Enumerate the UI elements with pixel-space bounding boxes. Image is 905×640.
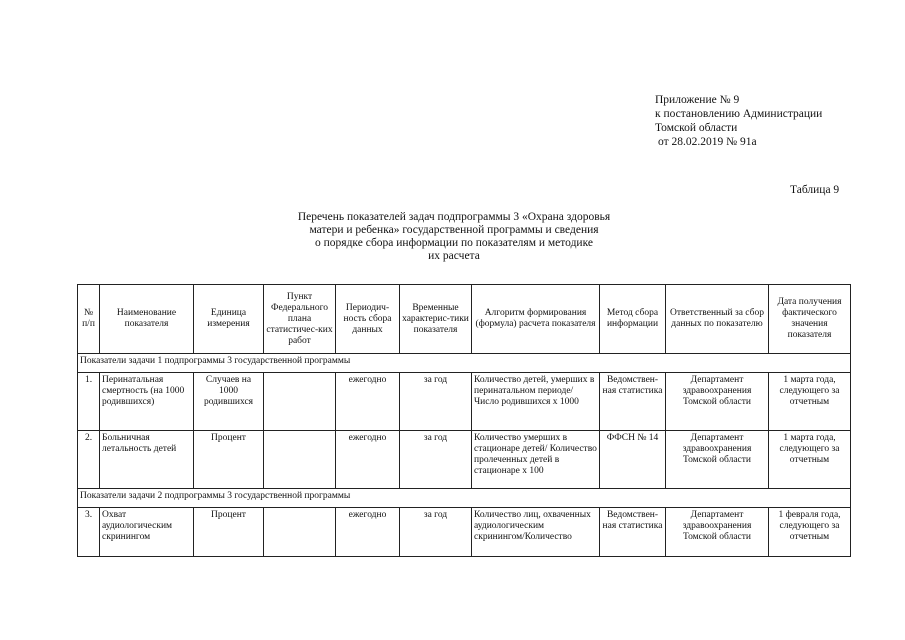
document-title [250,211,658,263]
table-row [78,373,851,431]
cell-name: Больничная летальность детей [100,431,194,489]
cell-method: Ведомствен-ная статистика [600,508,666,557]
cell-name: Перинатальная смертность (на 1000 родившихся) [100,373,194,431]
cell-plan-item [264,431,336,489]
table-label: Таблица 9 [790,184,840,196]
cell-time: за год [400,508,472,557]
cell-method: ФФСН № 14 [600,431,666,489]
cell-responsible: Департамент здравоохранения Томской области [666,508,769,557]
cell-date: 1 февраля года, следующего за отчетным [769,508,851,557]
title-line: Перечень показателей задач подпрограммы 3 «Охрана здоровья [297,211,611,223]
cell-time: за год [400,373,472,431]
title-line: матери и ребенка» государственной программы и сведения [309,224,599,236]
cell-num: 1. [78,373,100,431]
indicators-table [77,284,851,557]
section-row [78,354,851,373]
table-row [78,431,851,489]
cell-time: за год [400,431,472,489]
header-periodicity: Периодич-ность сбора данных [336,285,400,354]
header-date: Дата получения фактического значения показателя [769,285,851,354]
cell-method: Ведомствен-ная статистика [600,373,666,431]
appendix-line: от 28.02.2019 № 91а [658,136,757,148]
cell-unit: Случаев на 1000 родившихся [194,373,264,431]
title-line: их расчета [428,250,480,262]
header-num: № п/п [78,285,100,354]
header-time: Временные характерис-тики показателя [400,285,472,354]
cell-periodicity: ежегодно [336,431,400,489]
cell-date: 1 марта года, следующего за отчетным [769,431,851,489]
appendix-line: Томской области [655,122,738,134]
appendix-line: Приложение № 9 [655,94,740,106]
cell-unit: Процент [194,431,264,489]
cell-plan-item [264,373,336,431]
appendix-line: к постановлению Администрации [655,108,823,120]
cell-periodicity: ежегодно [336,508,400,557]
title-line: о порядке сбора информации по показателям и методике [315,237,593,249]
header-name: Наименование показателя [100,285,194,354]
cell-algorithm: Количество лиц, охваченных аудиологическим скринингом/Количество [472,508,600,557]
header-algorithm: Алгоритм формирования (формула) расчета показателя [472,285,600,354]
header-unit: Единица измерения [194,285,264,354]
section-row [78,489,851,508]
cell-periodicity: ежегодно [336,373,400,431]
cell-unit: Процент [194,508,264,557]
header-responsible: Ответственный за сбор данных по показателю [666,285,769,354]
header-plan-item: Пункт Федерального плана статистичес-ких работ [264,285,336,354]
cell-responsible: Департамент здравоохранения Томской области [666,431,769,489]
cell-date: 1 марта года, следующего за отчетным [769,373,851,431]
cell-plan-item [264,508,336,557]
cell-algorithm: Количество детей, умерших в перинатальном периоде/ Число родившихся х 1000 [472,373,600,431]
cell-responsible: Департамент здравоохранения Томской области [666,373,769,431]
cell-num: 3. [78,508,100,557]
table-header-row [78,285,851,354]
cell-num: 2. [78,431,100,489]
appendix-block [655,93,822,149]
table-row [78,508,851,557]
cell-name: Охват аудиологическим скринингом [100,508,194,557]
section-title: Показатели задачи 2 подпрограммы 3 государственной программы [78,489,851,508]
section-title: Показатели задачи 1 подпрограммы 3 государственной программы [78,354,851,373]
cell-algorithm: Количество умерших в стационаре детей/ Количество пролеченных детей в стационаре х 100 [472,431,600,489]
header-method: Метод сбора информации [600,285,666,354]
